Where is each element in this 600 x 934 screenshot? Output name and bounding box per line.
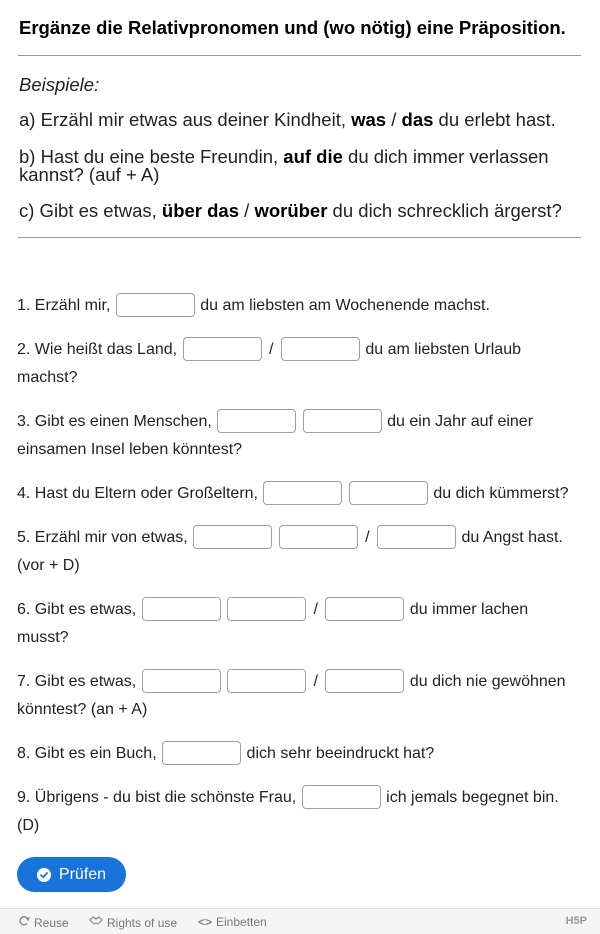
question-3-text-pre: 3. Gibt es einen Menschen,	[17, 413, 212, 430]
example-b	[19, 148, 564, 184]
question-4-blank-2[interactable]	[349, 481, 428, 505]
embed-label: Einbetten	[216, 915, 267, 929]
footer-bar	[0, 908, 600, 934]
example-a	[19, 111, 564, 129]
code-icon: <>	[198, 915, 213, 929]
reuse-label: Reuse	[34, 915, 69, 930]
question-7-blank-1[interactable]	[142, 669, 221, 693]
example-a-text-post: du erlebt hast.	[433, 109, 556, 130]
check-button[interactable]	[17, 857, 126, 892]
question-6-text-post: du immer lachen musst?	[17, 601, 529, 646]
question-2-blank-2[interactable]	[281, 337, 360, 361]
question-7-text-post: du dich nie gewöhnen könntest? (an + A)	[17, 673, 566, 718]
example-b-text-pre: b) Hast du eine beste Freundin,	[19, 146, 284, 167]
example-a-answer-1: was	[351, 109, 387, 130]
handshake-icon	[89, 915, 103, 930]
question-7	[17, 668, 582, 724]
question-7-blank-2[interactable]	[227, 669, 306, 693]
question-8-text-post: dich sehr beeindruckt hat?	[246, 745, 435, 762]
example-c-text-post: du dich schrecklich ärgerst?	[327, 200, 562, 221]
question-4	[17, 480, 582, 508]
example-c-text-pre: c) Gibt es etwas,	[19, 200, 162, 221]
example-a-text-pre: a) Erzähl mir etwas aus deiner Kindheit,	[19, 109, 352, 130]
question-8-text-pre: 8. Gibt es ein Buch,	[17, 745, 157, 762]
check-button-label: Prüfen	[58, 865, 107, 883]
question-2-text-post: du am liebsten Urlaub machst?	[17, 341, 521, 386]
example-c	[19, 202, 564, 220]
examples-heading: Beispiele:	[19, 74, 100, 95]
question-4-blank-1[interactable]	[263, 481, 342, 505]
question-4-text-pre: 4. Hast du Eltern oder Großeltern,	[17, 485, 258, 502]
question-5-blank-2[interactable]	[279, 525, 358, 549]
question-6-text-pre: 6. Gibt es etwas,	[17, 601, 137, 618]
question-7-text-pre: 7. Gibt es etwas,	[17, 673, 137, 690]
question-1	[17, 292, 582, 320]
question-6-blank-3[interactable]	[325, 597, 404, 621]
rights-of-use-link[interactable]	[89, 915, 177, 930]
question-2-text-pre: 2. Wie heißt das Land,	[17, 341, 178, 358]
question-4-text-post: du dich kümmerst?	[433, 485, 569, 502]
question-7-slash: /	[313, 673, 318, 690]
question-6-slash: /	[313, 601, 318, 618]
h5p-logo: H5P	[565, 915, 587, 927]
question-2	[17, 336, 582, 392]
divider-bottom	[18, 237, 581, 238]
question-8	[17, 740, 582, 768]
question-3-blank-1[interactable]	[217, 409, 296, 433]
question-8-blank-1[interactable]	[162, 741, 241, 765]
question-3-blank-2[interactable]	[303, 409, 382, 433]
question-6-blank-1[interactable]	[142, 597, 221, 621]
embed-link[interactable]	[198, 915, 267, 929]
example-c-separator: /	[239, 200, 255, 221]
example-c-answer-2: worüber	[254, 200, 328, 221]
question-5-slash: /	[365, 529, 370, 546]
example-b-answer-1: auf die	[283, 146, 343, 167]
question-5-blank-1[interactable]	[193, 525, 272, 549]
question-3-text-post: du ein Jahr auf einer einsamen Insel leben könntest?	[17, 413, 534, 458]
question-9-text-post: ich jemals begegnet bin. (D)	[17, 789, 559, 834]
task-title: Ergänze die Relativpronomen und (wo nötig) eine Präposition.	[19, 17, 566, 38]
question-9-text-pre: 9. Übrigens - du bist die schönste Frau,	[17, 789, 297, 806]
reuse-icon	[18, 915, 30, 930]
question-5-text-pre: 5. Erzähl mir von etwas,	[17, 529, 188, 546]
question-9	[17, 784, 582, 840]
question-6	[17, 596, 582, 652]
question-2-blank-1[interactable]	[183, 337, 262, 361]
question-5-text-post: du Angst hast. (vor + D)	[17, 529, 563, 574]
question-3	[17, 408, 582, 464]
question-1-text-pre: 1. Erzähl mir,	[17, 297, 111, 314]
question-2-slash: /	[269, 341, 274, 358]
question-5	[17, 524, 582, 580]
question-1-text-post: du am liebsten am Wochenende machst.	[200, 297, 490, 314]
example-c-answer-1: über das	[161, 200, 240, 221]
question-9-blank-1[interactable]	[302, 785, 381, 809]
question-6-blank-2[interactable]	[227, 597, 306, 621]
example-b-text-post: du dich immer verlassen kannst? (auf + A)	[19, 146, 549, 185]
example-a-separator: /	[386, 109, 402, 130]
question-5-blank-3[interactable]	[377, 525, 456, 549]
reuse-link[interactable]	[18, 915, 69, 930]
rights-of-use-label: Rights of use	[107, 915, 178, 930]
question-7-blank-3[interactable]	[325, 669, 404, 693]
example-a-answer-2: das	[401, 109, 434, 130]
question-1-blank-1[interactable]	[116, 293, 195, 317]
divider-top	[18, 55, 581, 56]
checkmark-icon	[37, 868, 51, 882]
